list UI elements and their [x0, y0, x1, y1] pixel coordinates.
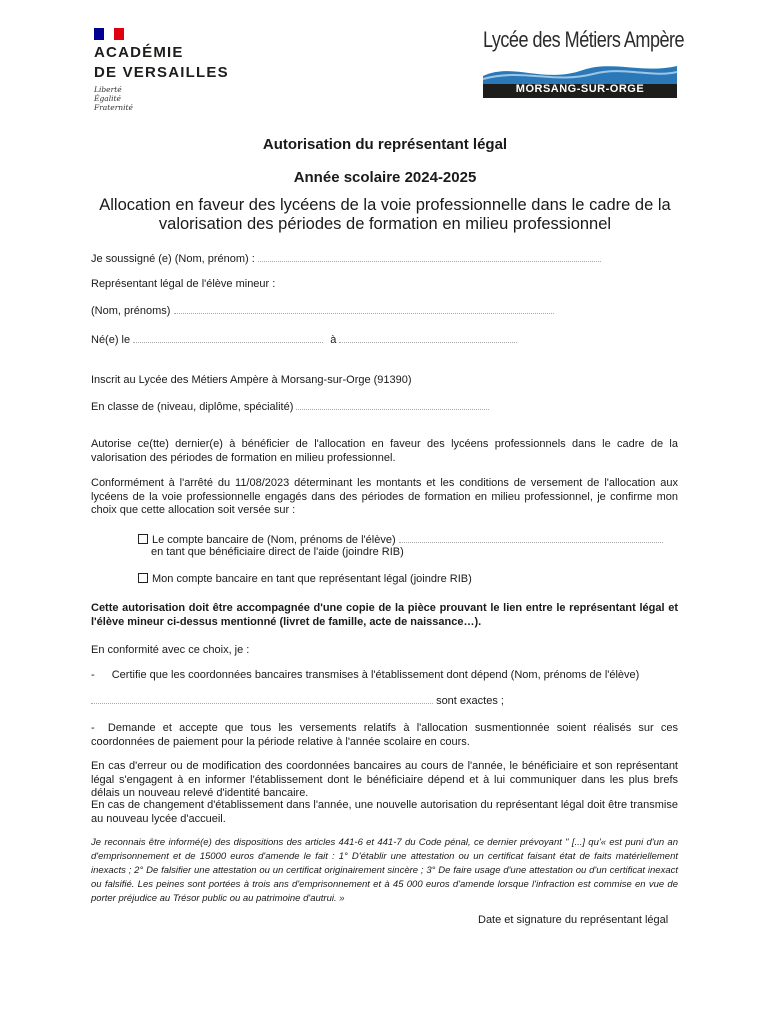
- option-compte-representant[interactable]: [138, 573, 472, 587]
- soussigne-blank[interactable]: [258, 252, 601, 262]
- ne-le-label: Né(e) le: [91, 334, 131, 346]
- nom-prenoms-field: [91, 304, 554, 319]
- date-naissance-blank[interactable]: [133, 333, 323, 343]
- motto-liberte: Liberté: [94, 85, 122, 94]
- erreur-paragraph: En cas d'erreur ou de modification des coordonnées bancaires au cours de l'année, le bénéficiaire et son représentant légal s'engagent à en informer l'établissement dont le bénéficiaire dépend et à lui communiquer dans les plus brefs délais un nouveau relevé d'identité bancaire.: [91, 760, 678, 799]
- inscrit-text: Inscrit au Lycée des Métiers Ampère à Morsang-sur-Orge (91390): [91, 374, 412, 386]
- conformement-paragraph: Conformément à l'arrêté du 11/08/2023 déterminant les montants et les conditions de versement de l'allocation aux lycéens de la voie professionnelle engagés dans des périodes de formation en milieu professionnel, je confirme mon choix que cette allocation soit versée sur :: [91, 477, 678, 516]
- naissance-field: [91, 333, 517, 348]
- representant-label: Représentant légal de l'élève mineur :: [91, 278, 276, 290]
- signature-area[interactable]: [470, 935, 680, 1005]
- lycee-logo: [483, 27, 685, 98]
- bold-notice: Cette autorisation doit être accompagnée d'une copie de la pièce prouvant le lien entre le représentant légal et l'élève mineur ci-dessus mentionné (livret de famille, acte de naissance…).: [91, 602, 678, 628]
- certifie-text: Certifie que les coordonnées bancaires transmises à l'établissement dont dépend (Nom, prénoms de l'élève): [111, 669, 640, 681]
- checkbox-compte-eleve[interactable]: [138, 534, 148, 544]
- republic-motto: [94, 85, 229, 112]
- academie-name-line1: ACADÉMIE: [94, 44, 184, 61]
- a-label: à: [330, 334, 337, 346]
- autorise-paragraph: Autorise ce(tte) dernier(e) à bénéficier de l'allocation en faveur des lycéens professionnels dans le cadre de la valorisation des périodes de formation en milieu professionnel.: [91, 438, 678, 464]
- signature-label: Date et signature du représentant légal: [478, 914, 669, 926]
- demande-paragraph: [91, 722, 678, 749]
- document-subtitle: Allocation en faveur des lycéens de la voie professionnelle dans le cadre de la valorisation des périodes de formation en milieu professionnel: [99, 196, 671, 233]
- nom-prenoms-blank[interactable]: [174, 304, 554, 314]
- lycee-name: Lycée des Métiers Ampère: [483, 27, 685, 52]
- certifie-line: [91, 669, 639, 683]
- checkbox-compte-representant[interactable]: [138, 573, 148, 583]
- dash-1: -: [91, 669, 95, 681]
- classe-field: [91, 400, 489, 415]
- motto-egalite: Égalité: [94, 94, 121, 103]
- sont-exactes-text: sont exactes ;: [436, 695, 504, 707]
- lycee-city: MORSANG-SUR-ORGE: [515, 83, 645, 95]
- nom-eleve-certifie-blank[interactable]: [91, 694, 433, 704]
- conformite-text: En conformité avec ce choix, je :: [91, 644, 250, 656]
- penal-notice: Je reconnais être informé(e) des dispositions des articles 441-6 et 441-7 du Code pénal, ce dernier prévoyant " [...] qu'« est puni d'un an d'emprisonnement et de 15000 euros d'amende le fait : 1° D'établir une attestation ou un certificat faisant état de faits matériellement inexacts ; 2° De falsifier une attestation ou un certificat originairement sincère ; 3° De faire usage d'une attestation ou d'un certificat inexact ou falsifié. Les peines sont portées à trois ans d'emprisonnement et à 45 000 euros d'amende lorsque l'infraction est commise en vue de porter préjudice au Trésor public ou au patrimoine d'autrui. »: [91, 837, 678, 904]
- option1-detail: en tant que bénéficiaire direct de l'aide (joindre RIB): [151, 546, 404, 558]
- nom-eleve-blank[interactable]: [399, 533, 663, 543]
- soussigne-field: [91, 252, 601, 267]
- soussigne-label: Je soussigné (e) (Nom, prénom) :: [91, 253, 255, 265]
- document-title: Autorisation du représentant légal: [262, 136, 508, 153]
- academie-name-line2: DE VERSAILLES: [94, 64, 229, 81]
- classe-blank[interactable]: [296, 400, 489, 410]
- school-year: Année scolaire 2024-2025: [293, 169, 477, 186]
- lieu-naissance-blank[interactable]: [339, 333, 517, 343]
- classe-label: En classe de (niveau, diplôme, spécialité): [91, 401, 294, 413]
- option2-label: Mon compte bancaire en tant que représentant légal (joindre RIB): [152, 573, 472, 585]
- demande-text: Demande et accepte que tous les versements relatifs à l'allocation susmentionnée soient réalisés sur ces coordonnées de paiement pour la période relative à l'année scolaire en cours.: [91, 722, 678, 748]
- sont-exactes-line: [91, 694, 504, 709]
- changement-paragraph: En cas de changement d'établissement dans l'année, une nouvelle autorisation du représentant légal doit être transmise au nouveau lycée d'accueil.: [91, 799, 678, 825]
- nom-prenoms-label: (Nom, prénoms): [91, 305, 171, 317]
- option1-label: Le compte bancaire de (Nom, prénoms de l'élève): [152, 534, 396, 546]
- dash-2: -: [91, 722, 95, 734]
- academie-logo: [94, 28, 229, 112]
- motto-fraternite: Fraternité: [94, 103, 133, 112]
- marianne-flag-icon: [94, 28, 124, 40]
